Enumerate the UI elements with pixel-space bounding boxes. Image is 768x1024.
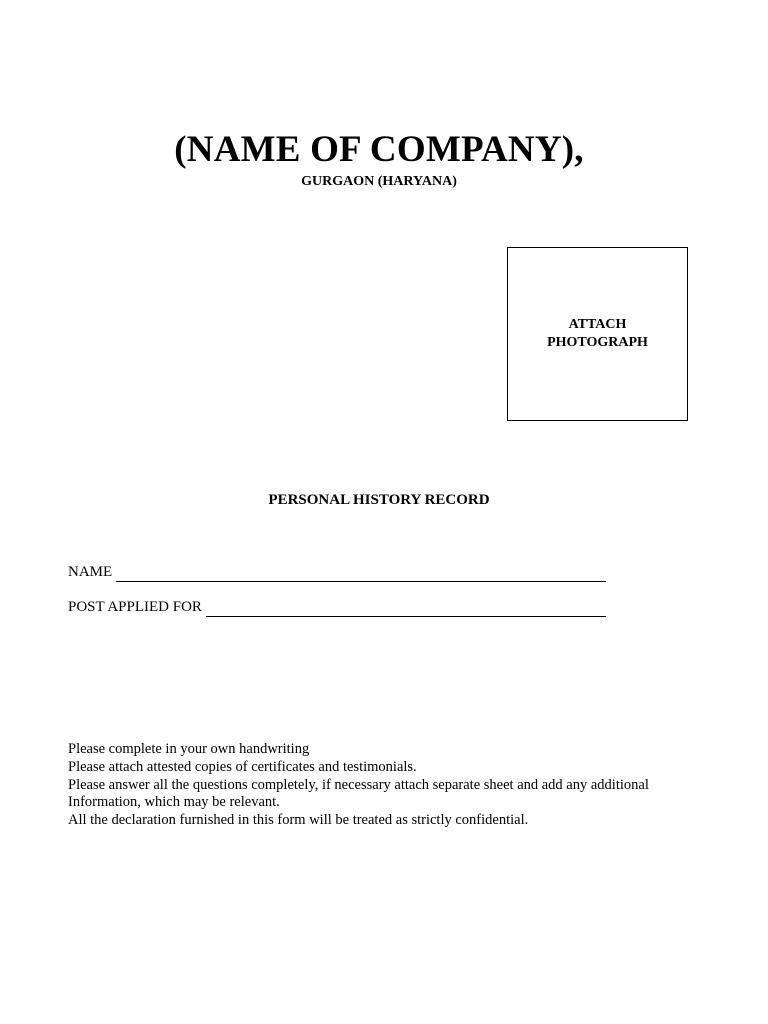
name-field-blank: [116, 566, 606, 582]
instruction-item: Information, which may be relevant.: [68, 794, 280, 811]
photo-box-label-line2: PHOTOGRAPH: [547, 335, 648, 350]
name-field-label: NAME: [68, 564, 113, 580]
instruction-item: Please answer all the questions completely, if necessary attach separate sheet and add any additional: [68, 776, 649, 793]
instruction-item: Please complete in your own handwriting: [68, 741, 310, 757]
post-applied-field-blank: [206, 601, 606, 617]
form-title: PERSONAL HISTORY RECORD: [268, 492, 490, 508]
name-field-row: [68, 562, 606, 582]
instruction-item: All the declaration furnished in this form will be treated as strictly confidential.: [68, 812, 529, 829]
post-applied-field-row: [68, 597, 606, 617]
company-name-heading: (NAME OF COMPANY),: [174, 129, 584, 170]
company-location: GURGAON (HARYANA): [301, 174, 457, 189]
instruction-item: Please attach attested copies of certificates and testimonials.: [68, 758, 417, 775]
attach-photograph-box: [507, 247, 688, 421]
post-applied-field-label: POST APPLIED FOR: [68, 599, 202, 615]
instructions-list: [68, 741, 708, 830]
photo-box-label-line1: ATTACH: [568, 317, 627, 332]
